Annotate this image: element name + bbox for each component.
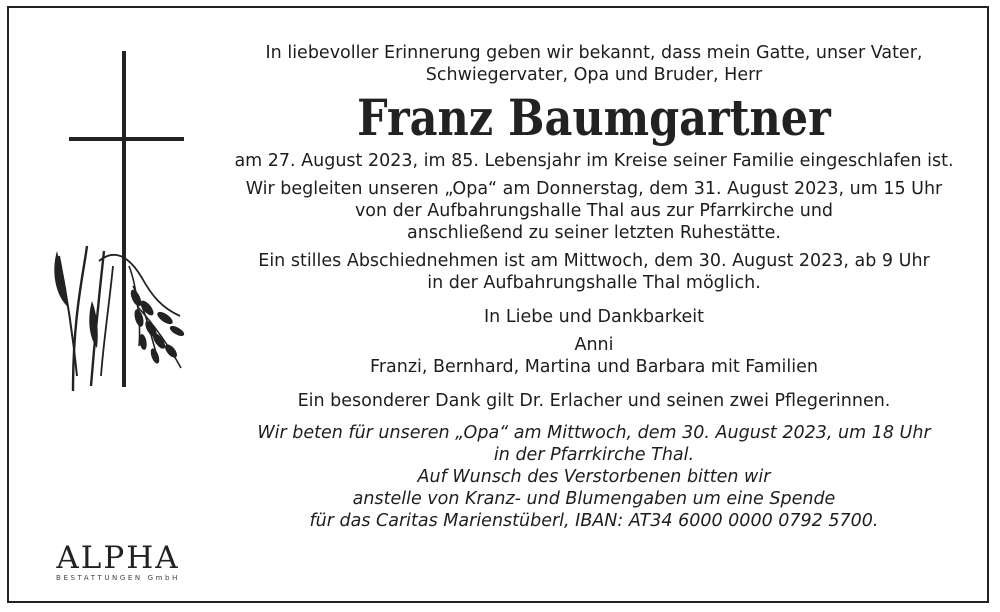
prayer-line-5: für das Caritas Marienstüberl, IBAN: AT34 6000 0000 0792 5700. — [309, 511, 879, 531]
prayer-line-2: in der Pfarrkirche Thal. — [493, 445, 695, 465]
prayer-line-3: Auf Wunsch des Verstorbenen bitten wir — [417, 467, 771, 487]
notice-body — [209, 42, 979, 532]
farewell-line-1: Ein stilles Abschiednehmen ist am Mittwoch, dem 30. August 2023, ab 9 Uhr — [258, 251, 930, 271]
logo-subtitle: BESTATTUNGEN GmbH — [56, 574, 180, 582]
prayer-block — [209, 422, 979, 532]
intro-line-1: In liebevoller Erinnerung geben wir bekannt, dass mein Gatte, unser Vater, — [265, 43, 923, 63]
cross-with-wheat-icon — [47, 46, 197, 396]
funeral-line-2: von der Aufbahrungshalle Thal aus zur Pfarrkirche und — [354, 201, 834, 221]
farewell-line-2: in der Aufbahrungshalle Thal möglich. — [427, 273, 761, 293]
prayer-line-4: anstelle von Kranz- und Blumengaben um eine Spende — [352, 489, 836, 509]
death-line: am 27. August 2023, im 85. Lebensjahr im Kreise seiner Familie eingeschlafen ist. — [234, 151, 954, 171]
intro-line-2: Schwiegervater, Opa und Bruder, Herr — [425, 65, 763, 85]
signatory-line-1: Anni — [574, 335, 614, 355]
funeral-home-logo — [51, 542, 185, 583]
thanks-line: Ein besonderer Dank gilt Dr. Erlacher und seinen zwei Pflegerinnen. — [297, 391, 891, 411]
funeral-line-3: anschließend zu seiner letzten Ruhestätte. — [407, 223, 781, 243]
prayer-line-1: Wir beten für unseren „Opa“ am Mittwoch, dem 30. August 2023, um 18 Uhr — [257, 423, 931, 443]
deceased-name: Franz Baumgartner — [357, 88, 831, 147]
funeral-line-1: Wir begleiten unseren „Opa“ am Donnerstag, dem 31. August 2023, um 15 Uhr — [245, 179, 943, 199]
signatory-line-2: Franzi, Bernhard, Martina und Barbara mit Familien — [370, 357, 818, 377]
closing-line: In Liebe und Dankbarkeit — [484, 307, 704, 327]
notice-frame — [7, 6, 989, 603]
logo-wordmark: ALPHA — [56, 540, 180, 576]
